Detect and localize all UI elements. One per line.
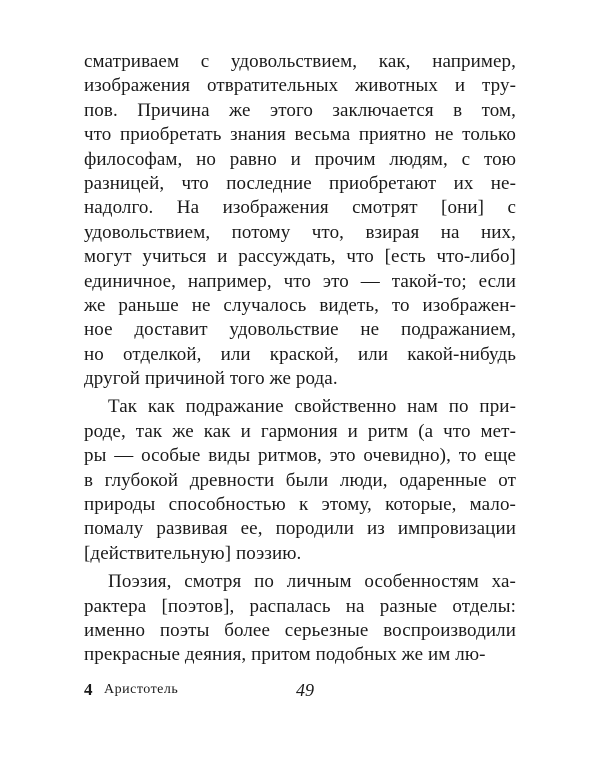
text-line: сматриваем с удовольствием, как, например, — [84, 51, 516, 72]
text-line: удовольствием, потому что, взирая на них, — [84, 221, 516, 243]
signature-number: 4 — [84, 680, 93, 699]
text-line: роде, так же как и гармония и ритм (а что мет- — [84, 420, 516, 442]
text-line: рактера [поэтов], распалась на разные отделы: — [84, 595, 516, 617]
text-line: природы способностью к этому, которые, мало- — [84, 494, 516, 516]
text-line: ное доставит удовольствие не подражанием, — [84, 319, 516, 341]
text-line: Так как подражание свойственно нам по при- — [108, 396, 516, 418]
text-line: изображения отвратительных животных и тру- — [84, 75, 516, 97]
text-line: философам, но равно и прочим людям, с тою — [84, 148, 516, 170]
text-line: разницей, что последние приобретают их не- — [84, 172, 516, 194]
text-line: именно поэты более серьезные воспроизводили — [84, 619, 516, 641]
text-line: надолго. На изображения смотрят [они] с — [84, 197, 516, 219]
text-line: но отделкой, или краской, или какой-нибудь — [84, 343, 516, 365]
text-line: единичное, например, что это — такой-то; если — [84, 270, 516, 292]
text-line: ры — особые виды ритмов, это очевидно), то еще — [84, 445, 516, 467]
paragraph — [84, 570, 516, 668]
text-line: помалу развивая ее, породили из импровизации — [84, 518, 516, 540]
text-line: Поэзия, смотря по личным особенностям ха- — [108, 571, 516, 593]
text-line: что приобретать знания весьма приятно не только — [84, 124, 516, 146]
text-line: в глубокой древности были люди, одаренные от — [84, 469, 516, 491]
text-line: другой причиной того же рода. — [84, 368, 338, 390]
text-line: прекрасные деяния, притом подобных же им лю- — [84, 644, 486, 666]
text-line: пов. Причина же этого заключается в том, — [84, 99, 516, 121]
text-line: [действительную] поэзию. — [84, 542, 302, 564]
body-text — [84, 50, 516, 668]
text-line: могут учиться и рассуждать, что [есть что-либо] — [84, 246, 516, 268]
signature-author: Аристотель — [104, 682, 179, 697]
paragraph — [84, 50, 516, 391]
text-line: же раньше не случалось видеть, то изображен- — [84, 294, 516, 316]
page-footer — [84, 680, 516, 704]
page-number: 49 — [296, 680, 314, 700]
paragraph — [84, 395, 516, 566]
